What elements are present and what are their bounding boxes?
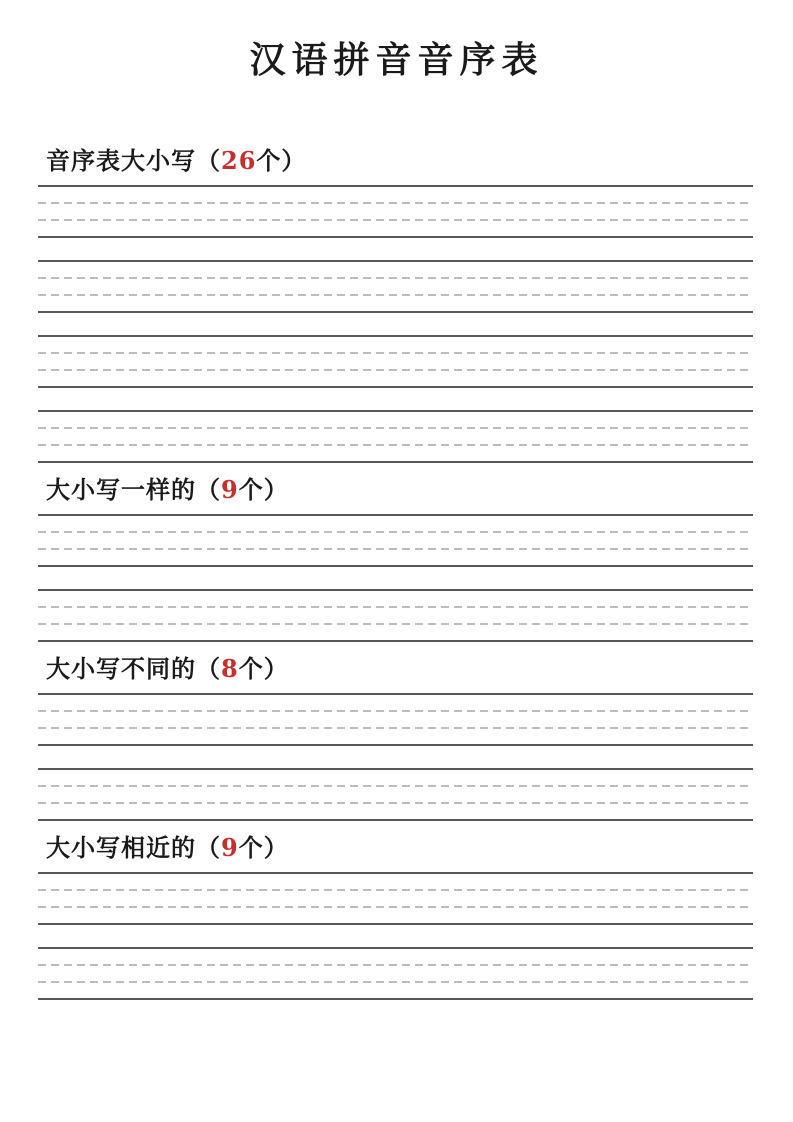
section-heading [46,834,753,862]
section-different-case [38,655,753,821]
grid-upper-dashed-line [38,531,753,533]
writing-grid-group [38,185,753,463]
section-heading [46,655,753,683]
section-alphabet-full [38,147,753,463]
four-line-writing-grid [38,872,753,925]
heading-text-suffix: 个） [238,654,289,683]
heading-count: 9 [221,833,239,862]
four-line-writing-grid [38,514,753,567]
grid-lower-dashed-line [38,294,753,296]
four-line-writing-grid [38,185,753,238]
grid-bottom-solid-line [38,236,753,238]
grid-top-solid-line [38,872,753,874]
grid-top-solid-line [38,335,753,337]
grid-upper-dashed-line [38,889,753,891]
grid-lower-dashed-line [38,548,753,550]
heading-text-prefix: 大小写不同的（ [46,654,221,683]
four-line-writing-grid [38,410,753,463]
heading-count: 26 [221,146,257,175]
grid-upper-dashed-line [38,202,753,204]
four-line-writing-grid [38,589,753,642]
grid-upper-dashed-line [38,427,753,429]
heading-text-prefix: 大小写一样的（ [46,475,221,504]
heading-count: 9 [221,475,239,504]
grid-lower-dashed-line [38,444,753,446]
page-title: 汉语拼音音序表 [249,39,544,81]
grid-upper-dashed-line [38,785,753,787]
heading-text-suffix: 个） [256,146,307,175]
writing-grid-group [38,514,753,642]
grid-upper-dashed-line [38,352,753,354]
grid-top-solid-line [38,768,753,770]
grid-bottom-solid-line [38,923,753,925]
grid-upper-dashed-line [38,964,753,966]
heading-text-suffix: 个） [238,833,289,862]
grid-bottom-solid-line [38,461,753,463]
grid-bottom-solid-line [38,565,753,567]
grid-bottom-solid-line [38,744,753,746]
section-heading [46,147,753,175]
section-similar-case [38,834,753,1000]
grid-bottom-solid-line [38,311,753,313]
grid-top-solid-line [38,410,753,412]
grid-lower-dashed-line [38,369,753,371]
heading-text-prefix: 音序表大小写（ [46,146,221,175]
heading-text-suffix: 个） [238,475,289,504]
grid-lower-dashed-line [38,981,753,983]
section-same-case [38,476,753,642]
grid-top-solid-line [38,589,753,591]
grid-top-solid-line [38,947,753,949]
grid-top-solid-line [38,514,753,516]
heading-count: 8 [221,654,239,683]
four-line-writing-grid [38,947,753,1000]
four-line-writing-grid [38,768,753,821]
grid-bottom-solid-line [38,819,753,821]
grid-upper-dashed-line [38,606,753,608]
grid-lower-dashed-line [38,219,753,221]
grid-lower-dashed-line [38,802,753,804]
writing-grid-group [38,872,753,1000]
writing-grid-group [38,693,753,821]
grid-lower-dashed-line [38,727,753,729]
grid-upper-dashed-line [38,710,753,712]
grid-bottom-solid-line [38,640,753,642]
four-line-writing-grid [38,693,753,746]
worksheet-content [38,147,753,1000]
grid-bottom-solid-line [38,386,753,388]
heading-text-prefix: 大小写相近的（ [46,833,221,862]
grid-top-solid-line [38,260,753,262]
grid-top-solid-line [38,693,753,695]
section-heading [46,476,753,504]
four-line-writing-grid [38,260,753,313]
grid-lower-dashed-line [38,906,753,908]
four-line-writing-grid [38,335,753,388]
grid-upper-dashed-line [38,277,753,279]
grid-bottom-solid-line [38,998,753,1000]
grid-top-solid-line [38,185,753,187]
grid-lower-dashed-line [38,623,753,625]
